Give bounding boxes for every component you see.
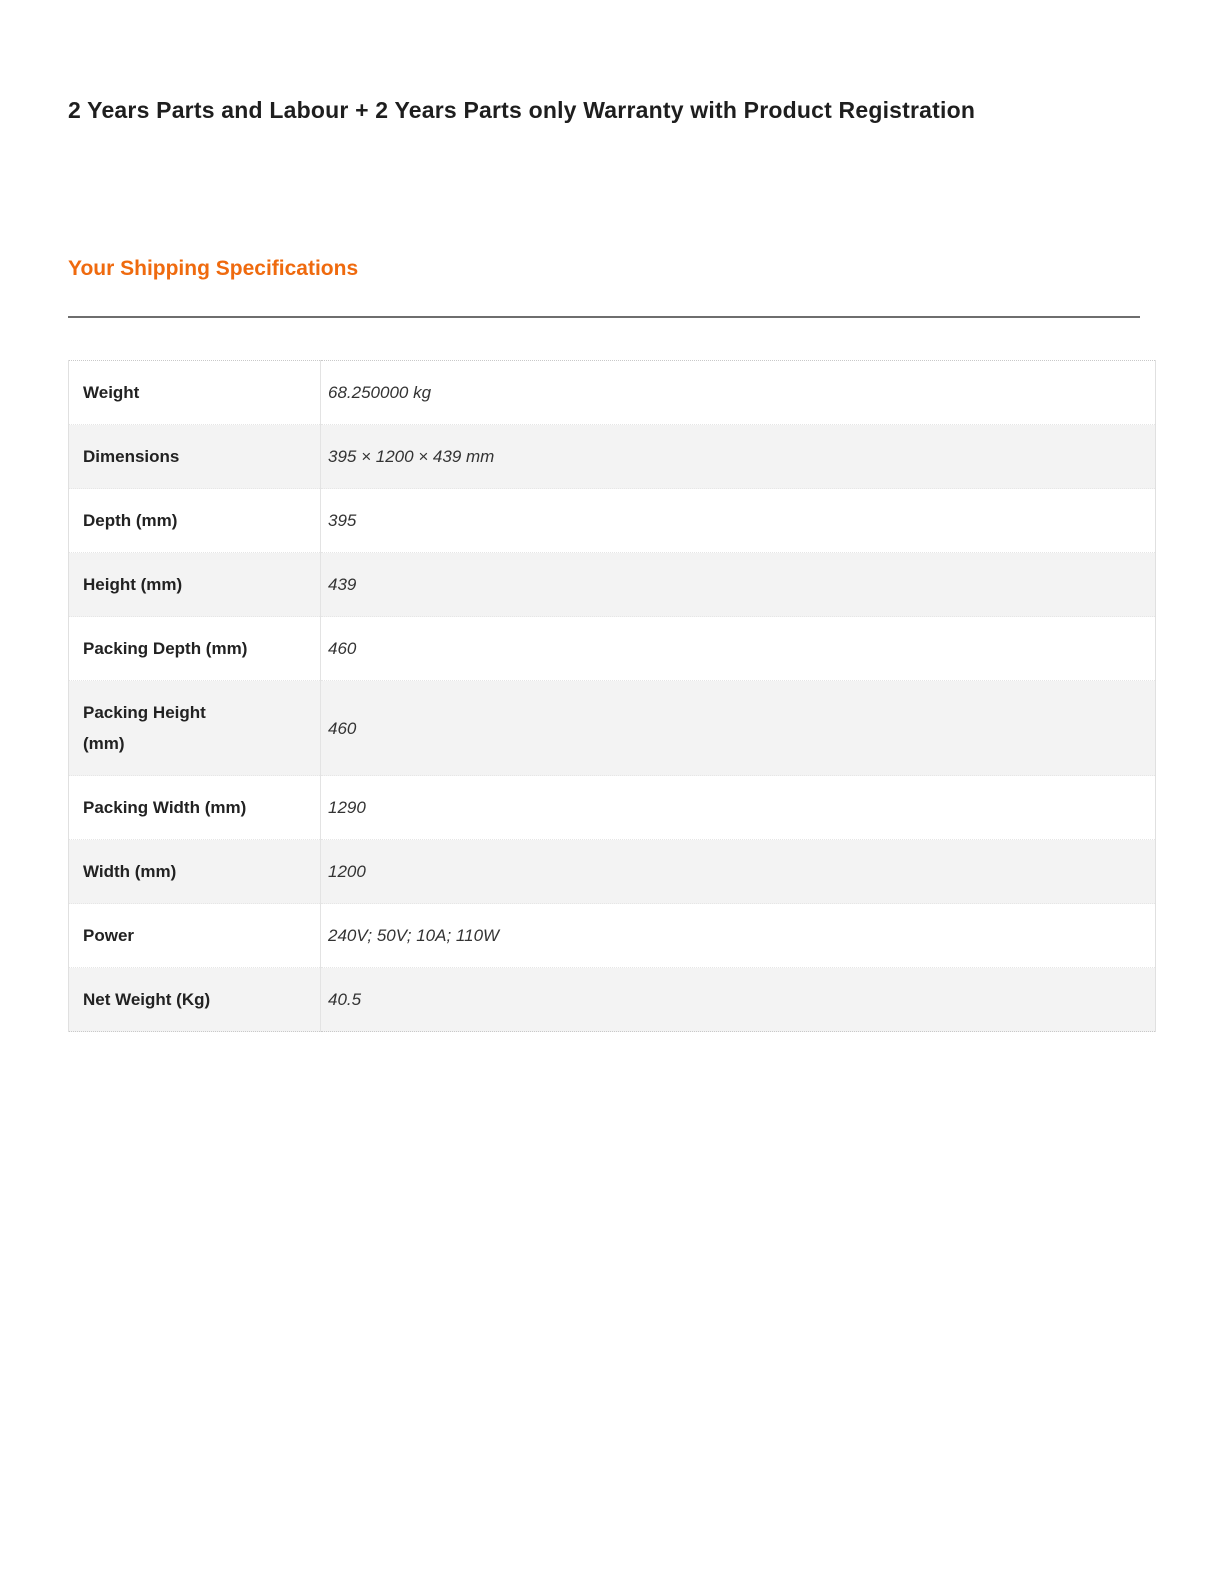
spec-value: 240V; 50V; 10A; 110W bbox=[321, 904, 1156, 968]
shipping-spec-table bbox=[68, 360, 1156, 1032]
spec-value: 395 bbox=[321, 489, 1156, 553]
spec-row-packing-width bbox=[69, 776, 1156, 840]
spec-value: 460 bbox=[321, 681, 1156, 776]
spec-label: Depth (mm) bbox=[69, 489, 321, 553]
spec-label: Width (mm) bbox=[69, 840, 321, 904]
section-divider bbox=[68, 316, 1140, 318]
warranty-heading: 2 Years Parts and Labour + 2 Years Parts only Warranty with Product Registration bbox=[68, 97, 976, 123]
spec-value: 439 bbox=[321, 553, 1156, 617]
spec-label: Net Weight (Kg) bbox=[69, 968, 321, 1032]
spec-label: Height (mm) bbox=[69, 553, 321, 617]
spec-label: Packing Depth (mm) bbox=[69, 617, 321, 681]
spec-row-depth bbox=[69, 489, 1156, 553]
shipping-specifications-title: Your Shipping Specifications bbox=[68, 257, 359, 280]
spec-row-packing-depth bbox=[69, 617, 1156, 681]
spec-value: 68.250000 kg bbox=[328, 383, 432, 402]
spec-value: 395 × 1200 × 439 mm bbox=[321, 425, 1156, 489]
spec-row-weight bbox=[69, 361, 1156, 425]
spec-row-power bbox=[69, 904, 1156, 968]
spec-label: Packing Width (mm) bbox=[69, 776, 321, 840]
spec-value: 1200 bbox=[321, 840, 1156, 904]
spec-row-net-weight bbox=[69, 968, 1156, 1032]
spec-row-width bbox=[69, 840, 1156, 904]
spec-row-packing-height bbox=[69, 681, 1156, 776]
spec-label: Packing Height (mm) bbox=[69, 681, 321, 776]
spec-value: 1290 bbox=[321, 776, 1156, 840]
spec-value: 460 bbox=[321, 617, 1156, 681]
spec-value: 40.5 bbox=[321, 968, 1156, 1032]
spec-label: Dimensions bbox=[69, 425, 321, 489]
spec-row-dimensions bbox=[69, 425, 1156, 489]
spec-label: Weight bbox=[69, 361, 321, 425]
spec-label: Power bbox=[69, 904, 321, 968]
spec-row-height bbox=[69, 553, 1156, 617]
